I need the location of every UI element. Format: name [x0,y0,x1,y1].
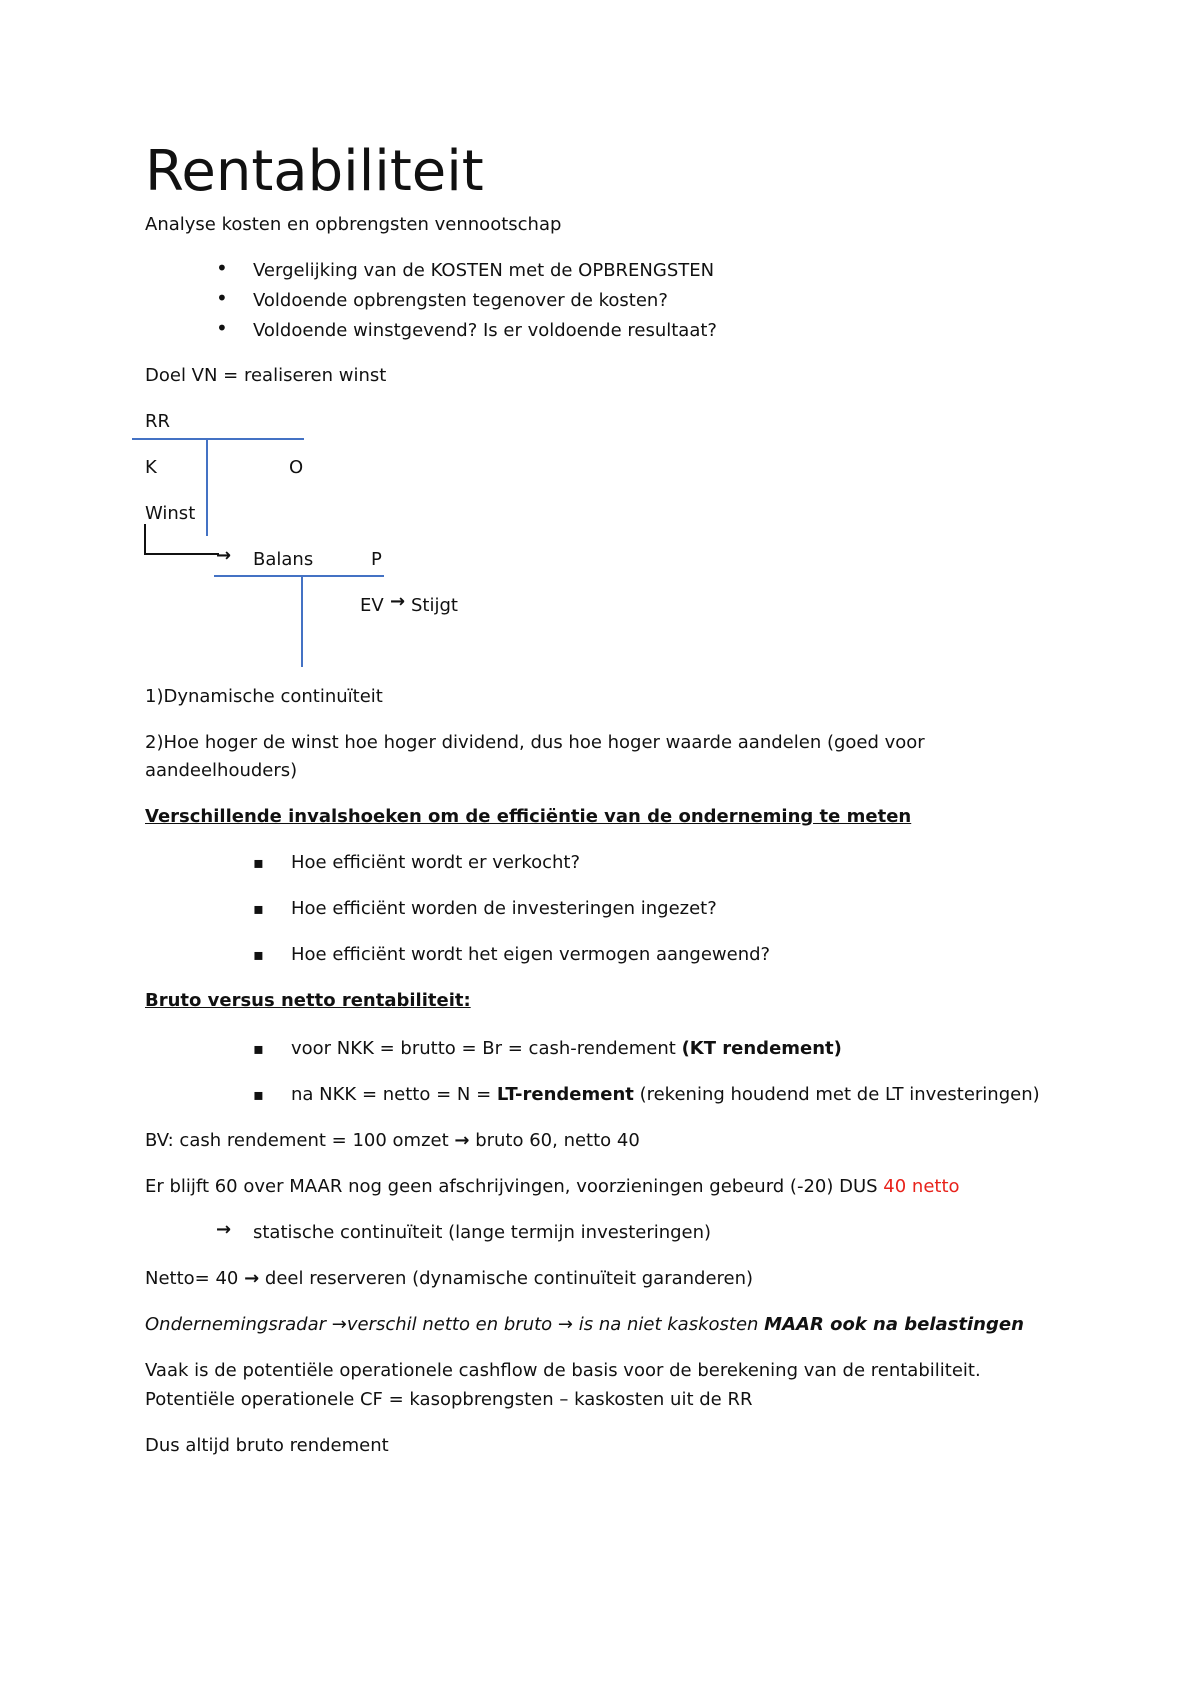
arrow-right-icon: → [331,1314,347,1335]
balans-t-horizontal [214,575,384,577]
arrow-right-icon: → [244,1268,260,1289]
paragraph: 2)Hoe hoger de winst hoe hoger dividend, dus hoe hoger waarde aandelen (goed voor [145,732,925,753]
bullet-item: Voldoende opbrengsten tegenover de kosten? [253,290,668,311]
arrow-right-icon: → [390,591,406,612]
paragraph: statische continuïteit (lange termijn investeringen) [253,1222,712,1243]
paragraph: 1)Dynamische continuïteit [145,686,383,707]
arrow-right-icon: → [557,1314,574,1335]
p-label: P [371,549,382,570]
bullet-square [253,1084,264,1105]
rr-t-vertical [206,438,208,536]
bullet-item: Hoe efficiënt wordt er verkocht? [291,852,581,873]
bullet-dot [216,316,228,340]
rr-t-horizontal [132,438,304,440]
arrow-right-icon: → [454,1130,470,1151]
paragraph: aandeelhouders) [145,760,298,781]
arrow-right-icon: → [216,545,232,566]
balans-label: Balans [253,549,314,570]
rr-label: RR [145,411,171,432]
section-heading: Verschillende invalshoeken om de efficiëntie van de onderneming te meten [145,806,912,827]
bullet-item: Vergelijking van de KOSTEN met de OPBRENGSTEN [253,260,715,281]
stijgt-label: Stijgt [411,595,458,616]
bullet-dot [216,256,228,280]
bullet-item: Hoe efficiënt wordt het eigen vermogen aangewend? [291,944,771,965]
bullet-item: voor NKK = brutto = Br = cash-rendement (KT rendement) [291,1038,842,1059]
paragraph: Dus altijd bruto rendement [145,1435,389,1456]
ev-label: EV [360,595,384,616]
bullet-square [253,1038,264,1059]
balans-t-vertical [301,575,303,667]
o-label: O [289,457,304,478]
connector-horizontal [144,553,219,555]
bullet-square [253,852,264,873]
paragraph: Vaak is de potentiële operationele cashflow de basis voor de berekening van de rentabiliteit. [145,1360,981,1381]
arrow-right-icon: → [216,1219,232,1240]
doel-line: Doel VN = realiseren winst [145,365,387,386]
bullet-item: Voldoende winstgevend? Is er voldoende resultaat? [253,320,717,341]
connector-vertical [144,524,146,554]
bullet-square [253,898,264,919]
paragraph: Netto= 40 → deel reserveren (dynamische continuïteit garanderen) [145,1268,754,1289]
winst-label: Winst [145,503,196,524]
section-heading: Bruto versus netto rentabiliteit: [145,990,471,1011]
bullet-item: na NKK = netto = N = LT-rendement (rekening houdend met de LT investeringen) [291,1084,1040,1105]
bullet-item: Hoe efficiënt worden de investeringen ingezet? [291,898,717,919]
bullet-square [253,944,264,965]
bullet-dot [216,286,228,310]
paragraph: Ondernemingsradar →verschil netto en bruto → is na niet kaskosten MAAR ook na belastingen [145,1314,1024,1335]
paragraph: Er blijft 60 over MAAR nog geen afschrijvingen, voorzieningen gebeurd (-20) DUS 40 netto [145,1176,960,1197]
paragraph: BV: cash rendement = 100 omzet → bruto 60, netto 40 [145,1130,640,1151]
page-title: Rentabiliteit [145,139,484,204]
paragraph: Potentiële operationele CF = kasopbrengsten – kaskosten uit de RR [145,1389,753,1410]
k-label: K [145,457,157,478]
subtitle: Analyse kosten en opbrengsten vennootschap [145,214,562,235]
